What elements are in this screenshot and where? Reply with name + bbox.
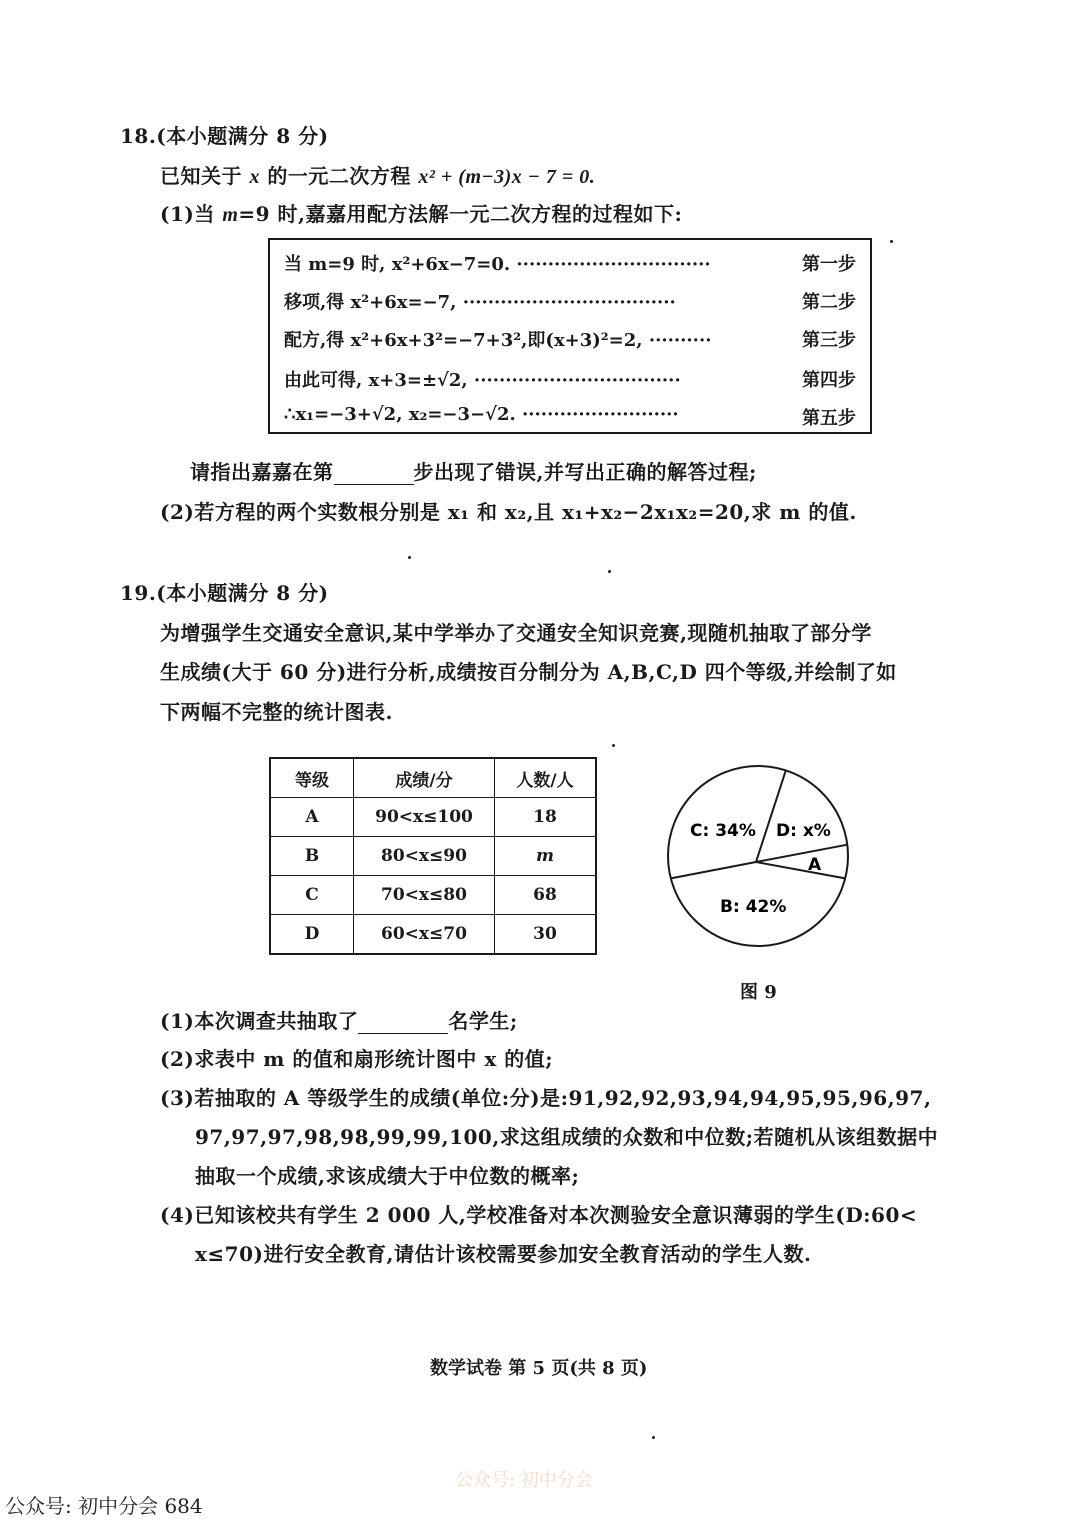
- q19-intro-line-2: 生成绩(大于 60 分)进行分析,成绩按百分制分为 A,B,C,D 四个等级,并绘制了如: [160, 660, 897, 684]
- q18-header: 18.(本小题满分 8 分): [120, 124, 329, 148]
- pie-chart: [660, 758, 860, 958]
- table-row: [270, 876, 596, 915]
- table-row: [270, 915, 596, 955]
- student-count-blank[interactable]: [358, 1013, 448, 1034]
- step-5-text: ∴x₁=−3+√2, x₂=−3−√2. ·························: [284, 404, 679, 425]
- pie-slice-boundary-c: [671, 862, 756, 878]
- table-cell: 60<x≤70: [354, 915, 495, 955]
- table-cell: D: [270, 915, 354, 955]
- pie-label-d: D: x%: [776, 821, 831, 841]
- q19-sub2: (2)求表中 m 的值和扇形统计图中 x 的值;: [160, 1047, 554, 1071]
- table-cell: 18: [495, 798, 597, 837]
- table-cell: B: [270, 837, 354, 876]
- q18-stem: 已知关于 x 的一元二次方程 x² + (m−3)x − 7 = 0.: [160, 164, 596, 188]
- table-header-row: [270, 758, 596, 798]
- step-3-text: 配方,得 x²+6x+3²=−7+3²,即(x+3)²=2, ··········: [284, 330, 712, 351]
- scan-mark: [612, 744, 615, 747]
- q18-part1: (1)当 m=9 时,嘉嘉用配方法解一元二次方程的过程如下:: [160, 202, 683, 226]
- scan-mark: [890, 240, 893, 243]
- table-header-cell: 成绩/分: [354, 758, 495, 798]
- watermark-center: 公众号: 初中分会: [455, 1470, 593, 1491]
- watermark-left: 公众号: 初中分会 684: [5, 1494, 203, 1518]
- q19-sub3-line-1: (3)若抽取的 A 等级学生的成绩(单位:分)是:91,92,92,93,94,94,95,95,96,97,: [160, 1086, 932, 1110]
- table-cell: 30: [495, 915, 597, 955]
- step-5-label: 第五步: [802, 408, 856, 429]
- q19-intro-line-1: 为增强学生交通安全意识,某中学举办了交通安全知识竞赛,现随机抽取了部分学: [160, 621, 872, 645]
- q19-sub4-line-2: x≤70)进行安全教育,请估计该校需要参加安全教育活动的学生人数.: [195, 1242, 812, 1266]
- step-1-label: 第一步: [802, 254, 856, 275]
- solution-steps-box: [268, 238, 872, 434]
- q19-sub3-line-3: 抽取一个成绩,求该成绩大于中位数的概率;: [195, 1164, 580, 1188]
- pie-label-c: C: 34%: [690, 821, 756, 841]
- pie-slice-boundary-a: [756, 845, 847, 862]
- page-footer: 数学试卷 第 5 页(共 8 页): [430, 1358, 648, 1379]
- pie-slice-boundary-d: [756, 770, 786, 862]
- q19-sub4-line-1: (4)已知该校共有学生 2 000 人,学校准备对本次测验安全意识薄弱的学生(D:60<: [160, 1203, 918, 1227]
- scan-mark: [408, 556, 411, 559]
- error-step-blank[interactable]: [334, 464, 414, 485]
- table-cell: m: [495, 837, 597, 876]
- step-4-label: 第四步: [802, 370, 856, 391]
- pie-label-a: A: [808, 855, 822, 875]
- q19-sub1: (1)本次调查共抽取了 名学生;: [160, 1009, 518, 1033]
- table-cell: C: [270, 876, 354, 915]
- table-row: [270, 837, 596, 876]
- table-cell: 80<x≤90: [354, 837, 495, 876]
- pie-label-b: B: 42%: [720, 897, 787, 917]
- table-header-cell: 等级: [270, 758, 354, 798]
- scan-mark: [652, 1436, 655, 1439]
- q18-error-question: 请指出嘉嘉在第 步出现了错误,并写出正确的解答过程;: [190, 460, 757, 484]
- q19-intro-line-3: 下两幅不完整的统计图表.: [160, 700, 393, 724]
- table-cell: 68: [495, 876, 597, 915]
- step-4-text: 由此可得, x+3=±√2, ·································: [284, 370, 681, 391]
- q19-sub3-line-2: 97,97,97,98,98,99,99,100,求这组成绩的众数和中位数;若随机从该组数据中: [195, 1125, 939, 1149]
- grade-table: [269, 757, 597, 955]
- step-2-text: 移项,得 x²+6x=−7, ··································: [284, 292, 676, 313]
- pie-slice-boundary-b: [756, 862, 845, 878]
- table-cell: A: [270, 798, 354, 837]
- q19-header: 19.(本小题满分 8 分): [120, 581, 329, 605]
- q18-part2: (2)若方程的两个实数根分别是 x₁ 和 x₂,且 x₁+x₂−2x₁x₂=20,求 m 的值.: [160, 500, 857, 524]
- scan-mark: [608, 570, 611, 573]
- table-header-cell: 人数/人: [495, 758, 597, 798]
- step-1-text: 当 m=9 时, x²+6x−7=0. ·······························: [284, 254, 711, 275]
- step-2-label: 第二步: [802, 292, 856, 313]
- step-3-label: 第三步: [802, 330, 856, 351]
- table-row: [270, 798, 596, 837]
- figure-caption: 图 9: [740, 982, 777, 1003]
- table-cell: 90<x≤100: [354, 798, 495, 837]
- table-cell: 70<x≤80: [354, 876, 495, 915]
